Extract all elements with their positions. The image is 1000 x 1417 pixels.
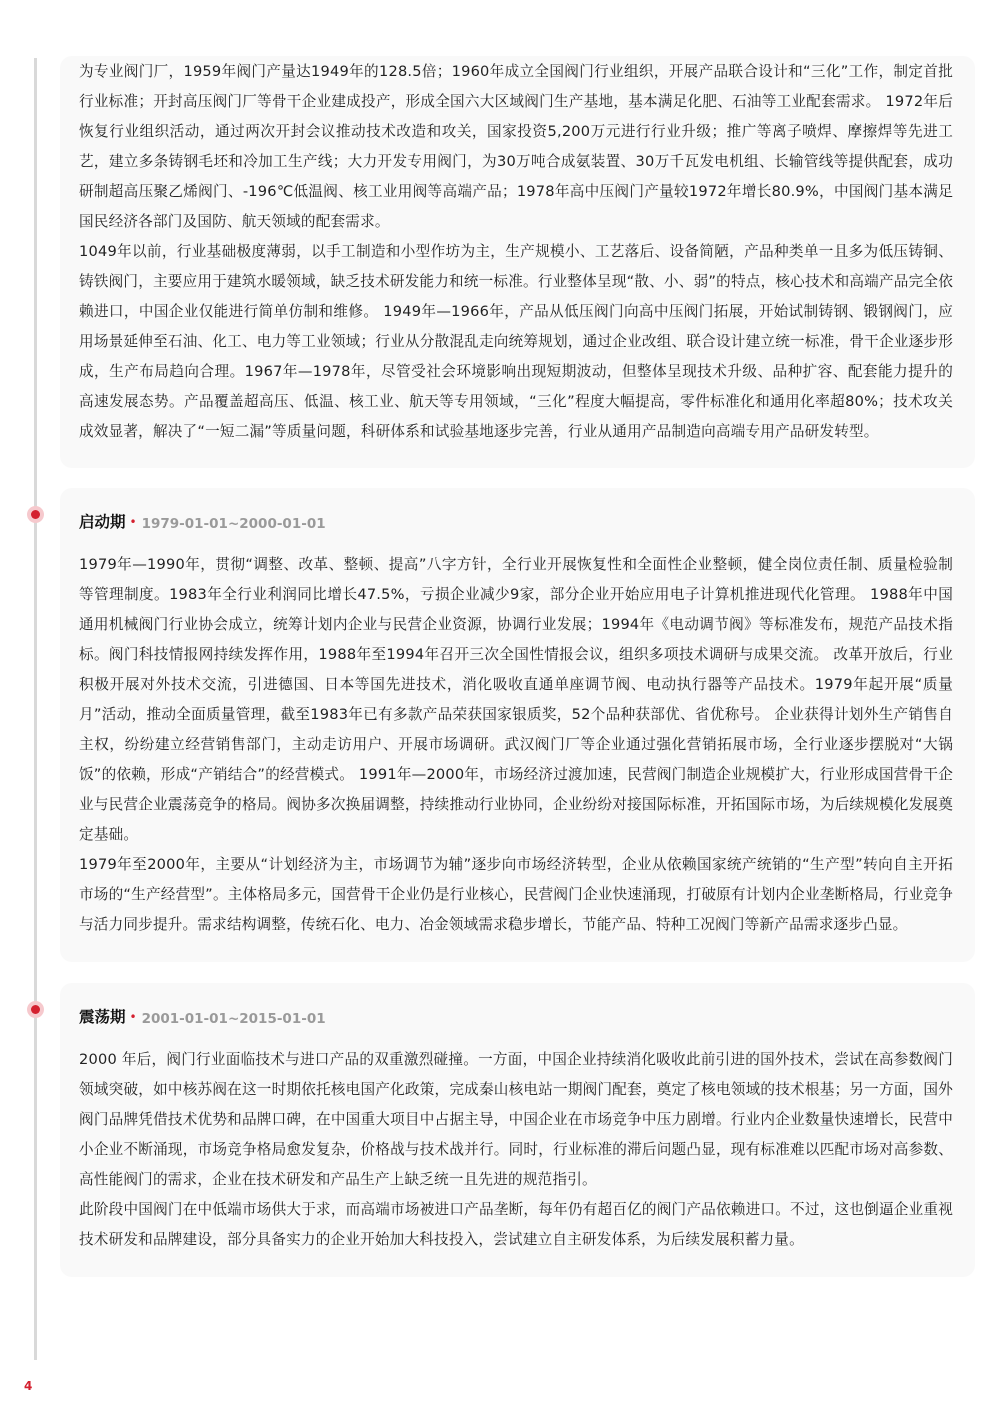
- timeline-dot-icon: [27, 506, 44, 523]
- bullet-separator: •: [129, 1010, 137, 1024]
- timeline-line: [34, 58, 37, 1360]
- paragraph: 此阶段中国阀门在中低端市场供大于求，而高端市场被进口产品垄断，每年仍有超百亿的阀门产品依赖进口。不过，这也倒逼企业重视技术研发和品牌建设，部分具备实力的企业开始加大科技投入，尝试建立自主研发体系，为后续发展积蓄力量。: [79, 1201, 953, 1248]
- phase-title: 震荡期: [79, 1008, 126, 1026]
- paragraph: 2000 年后，阀门行业面临技术与进口产品的双重激烈碰撞。一方面，中国企业持续消化吸收此前引进的国外技术，尝试在高参数阀门领域突破，如中核苏阀在这一时期依托核电国产化政策，完成秦山核电站一期阀门配套，奠定了核电领域的技术根基；另一方面，国外阀门品牌凭借技术优势和品牌口碑，在中国重大项目中占据主导，中国企业在市场竞争中压力剧增。行业内企业数量快速增长，民营中小企业不断涌现，市场竞争格局愈发复杂，价格战与技术战并行。同时，行业标准的滞后问题凸显，现有标准难以匹配市场对高参数、高性能阀门的需求，企业在技术研发和产品生产上缺乏统一且先进的规范指引。: [79, 1051, 953, 1188]
- phase-date-range: 1979-01-01~2000-01-01: [141, 516, 326, 532]
- bullet-separator: •: [129, 515, 137, 529]
- timeline-dot-icon: [27, 1001, 44, 1018]
- timeline-card-prelude: [60, 56, 975, 468]
- paragraph: 为专业阀门厂，1959年阀门产量达1949年的128.5倍；1960年成立全国阀门行业组织，开展产品联合设计和“三化”工作，制定首批行业标准；开封高压阀门厂等骨干企业建成投产，形成全国六大区域阀门生产基地，基本满足化肥、石油等工业配套需求。 1972年后恢复行业组织活动，通过两次开封会议推动技术改造和攻关，国家投资5,200万元进行行业升级；推广等离子喷焊、摩擦焊等先进工艺，建立多条铸钢毛坯和冷加工生产线；大力开发专用阀门，为30万吨合成氨装置、30万千瓦发电机组、长输管线等提供配套，成功研制超高压聚乙烯阀门、-196℃低温阀、核工业用阀等高端产品；1978年高中压阀门产量较1972年增长80.9%，中国阀门基本满足国民经济各部门及国防、航天领域的配套需求。: [79, 63, 953, 230]
- card-header: [79, 488, 953, 532]
- timeline-card-startup: [60, 488, 975, 962]
- paragraph: 1979年—1990年，贯彻“调整、改革、整顿、提高”八字方针，全行业开展恢复性和全面性企业整顿，健全岗位责任制、质量检验制等管理制度。1983年全行业利润同比增长47.5%，亏损企业减少9家，部分企业开始应用电子计算机推进现代化管理。 1988年中国通用机械阀门行业协会成立，统筹计划内企业与民营企业资源，协调行业发展；1994年《电动调节阀》等标准发布，规范产品技术指标。阀门科技情报网持续发挥作用，1988年至1994年召开三次全国性情报会议，组织多项技术调研与成果交流。 改革开放后，行业积极开展对外技术交流，引进德国、日本等国先进技术，消化吸收直通单座调节阀、电动执行器等产品技术。1979年起开展“质量月”活动，推动全面质量管理，截至1983年已有多款产品荣获国家银质奖，52个品种获部优、省优称号。 企业获得计划外生产销售自主权，纷纷建立经营销售部门，主动走访用户、开展市场调研。武汉阀门厂等企业通过强化营销拓展市场，全行业逐步摆脱对“大锅饭”的依赖，形成“产销结合”的经营模式。 1991年—2000年，市场经济过渡加速，民营阀门制造企业规模扩大，行业形成国营骨干企业与民营企业震荡竞争的格局。阀协多次换届调整，持续推动行业协同，企业纷纷对接国际标准，开拓国际市场，为后续规模化发展奠定基础。: [79, 556, 953, 843]
- phase-title: 启动期: [79, 513, 126, 531]
- paragraph: 1049年以前，行业基础极度薄弱，以手工制造和小型作坊为主，生产规模小、工艺落后、设备简陋，产品种类单一且多为低压铸铜、铸铁阀门，主要应用于建筑水暖领域，缺乏技术研发能力和统一标准。行业整体呈现“散、小、弱”的特点，核心技术和高端产品完全依赖进口，中国企业仅能进行简单仿制和维修。 1949年—1966年，产品从低压阀门向高中压阀门拓展，开始试制铸钢、锻钢阀门，应用场景延伸至石油、化工、电力等工业领域；行业从分散混乱走向统筹规划，通过企业改组、联合设计建立统一标准，骨干企业逐步形成，生产布局趋向合理。1967年—1978年，尽管受社会环境影响出现短期波动，但整体呈现技术升级、品种扩容、配套能力提升的高速发展态势。产品覆盖超高压、低温、核工业、航天等专用领域，“三化”程度大幅提高，零件标准化和通用化率超80%；技术攻关成效显著，解决了“一短二漏”等质量问题，科研体系和试验基地逐步完善，行业从通用产品制造向高端专用产品研发转型。: [79, 243, 953, 440]
- phase-date-range: 2001-01-01~2015-01-01: [141, 1011, 326, 1027]
- card-header: [79, 983, 953, 1027]
- paragraph: 1979年至2000年，主要从“计划经济为主，市场调节为辅”逐步向市场经济转型，企业从依赖国家统产统销的“生产型”转向自主开拓市场的“生产经营型”。主体格局多元，国营骨干企业仍是行业核心，民营阀门企业快速涌现，打破原有计划内企业垄断格局，行业竞争与活力同步提升。需求结构调整，传统石化、电力、冶金领域需求稳步增长，节能产品、特种工况阀门等新产品需求逐步凸显。: [79, 856, 953, 933]
- timeline-card-turbulence: [60, 983, 975, 1277]
- page-number: 4: [24, 1379, 33, 1393]
